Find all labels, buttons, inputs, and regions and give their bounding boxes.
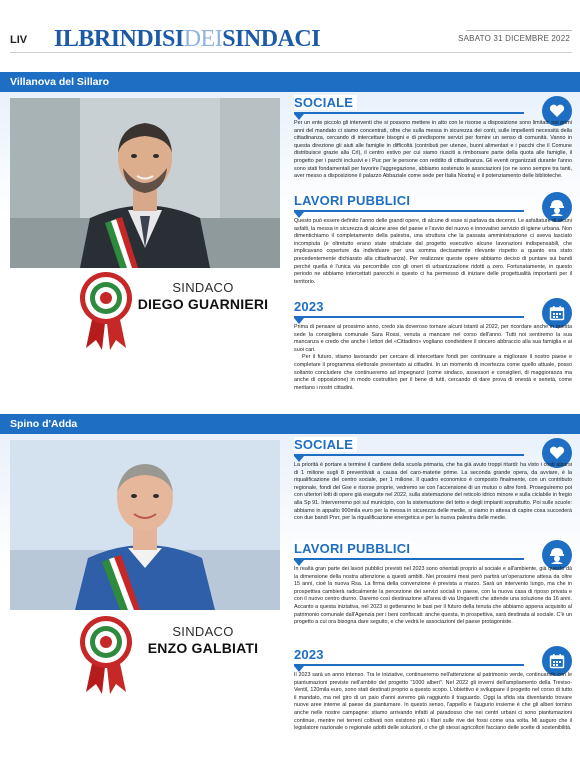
block-body xyxy=(294,120,572,181)
mayor-name: ENZO GALBIATI xyxy=(147,640,259,656)
page-number: LIV xyxy=(10,34,28,46)
article-column xyxy=(294,438,572,762)
mayor-section xyxy=(0,434,580,764)
paragraph: In realtà gran parte dei lavori pubblici previsti nel 2023 sono orientati proprio al sociale e all'ambiente, già questo dà la dimensione della nostra attenzione a questi ambiti. Nei prossimi mesi però partirà un'operazione attesa da oltre 15 anni, cioè la nuova Rsa. La firma della convenzione è prevista a marzo. Sarà un intervento lungo, ma che in prospettiva cambierà radicalmente la percezione dei servizi sociali in paese, con la nuova casa di riposo privata e con il nuovo centro diurno. Daremo così destinazione all'area di via Ungaretti che attende una soluzione da 16 anni. Accanto a questa iniziativa, nel 2023 si getteranno le basi per il futuro della tenuta che abbiamo appena acquisito al patrimonio comunale dall'Agenzia per i beni confiscati: anche questa, in prospettiva, sarà destinata al sociale. C'è un progetto a cui ora bisogna dare seguito, e che vedrà le associazioni del paese protagoniste. xyxy=(294,566,572,626)
tricolor-rosette-icon xyxy=(78,270,134,355)
block-heading xyxy=(294,648,552,664)
mayor-name: DIEGO GUARNIERI xyxy=(137,296,269,312)
town-name: Spino d'Adda xyxy=(10,418,78,430)
mayor-role: SINDACO xyxy=(172,624,234,639)
section-band-town xyxy=(0,414,580,434)
block-title: SOCIALE xyxy=(294,437,357,452)
block-heading xyxy=(294,542,552,558)
heading-rule xyxy=(294,316,524,318)
block-title: LAVORI PUBBLICI xyxy=(294,541,414,556)
title-part-3: SINDACI xyxy=(222,26,321,52)
paragraph: Prima di pensare al prossimo anno, credo sia doveroso tornare alcuni istanti al 2022, per ricordare anche in questa sede la consigliera comunale Sara Rossi, venuta a mancare nel corso dell'anno. Tutti noi sentiremo la sua mancanza e credo che anche i lettori del «Cittadino» vogliano condividere il sincero abbraccio alla sua famiglia e ai suoi cari. xyxy=(294,324,572,353)
block-title: 2023 xyxy=(294,647,328,662)
heading-rule xyxy=(294,210,524,212)
block-heading xyxy=(294,438,552,454)
mayor-portrait xyxy=(10,440,280,610)
heading-rule xyxy=(294,558,524,560)
section-band-town xyxy=(0,72,580,92)
block-heading xyxy=(294,194,552,210)
publication-title xyxy=(54,26,320,53)
paragraph: Questo può essere definito l'anno delle grandi opere, di alcune di esse si parlava da decenni. Le asfaltature di alcuni asfalti, la messa in sicurezza di alcune aree del paese e l'avvio del nuovo e innovativo servizio di igiene urbana. Non dimentichiamo il completamento della palestra, una struttura che la passata amministrazione ci aveva lasciato incompiuta (e oltretutto erano state stralciate dal progetto esecutivo alcune lavorazioni indispensabili, che implicavano coperture da individuare per una somma decisamente rilevante rispetto a quanto era stato precedentemente dichiarato alla cittadinanza). Per realizzare queste opere abbiamo deciso di puntare sui bandi perché quella è l'unica via percorribile con gli oneri di urbanizzazione ridotti a zero. Fortunatamente, in questo periodo ne abbiamo intercettati parecchi e questo ci ha permesso di iniziare delle progettualità importanti per il territorio. xyxy=(294,218,572,285)
block-body xyxy=(294,566,572,627)
block-body xyxy=(294,218,572,286)
town-name: Villanova del Sillaro xyxy=(10,76,110,88)
block-title: 2023 xyxy=(294,299,328,314)
block-title: SOCIALE xyxy=(294,95,357,110)
tricolor-rosette-icon xyxy=(78,614,134,699)
mayor-portrait xyxy=(10,98,280,268)
issue-date: SABATO 31 DICEMBRE 2022 xyxy=(458,34,570,43)
article-column xyxy=(294,96,572,400)
paragraph: Il 2023 sarà un anno intenso. Tra le iniziative, continueremo nell'attenzione al patrimonio verde, continuando con le piantumazioni previste nell'ambito del progetto "1000 alberi". Nel 2022 gli inverni dell'ampliamento della Treviso-Ventil, 120mila euro, sono stati destinati proprio a questo scopo. L'obiettivo è sviluppare il progetto nel corso di tutto il mandato, ma nel giro di un paio d'anni avremo già raggiunto il traguardo. Oggi la sfida sta diventando trovare nuove aree interne al paese da piantumare. In questo senso, l'appello e l'augurio insieme è che gli alberi tornino anche nelle nostre campagne: stiamo arrivando infatti al paradosso che nei centri urbani ci sono piantumazioni continue, mentre nei terreni coltivati non esistono più i filari sulle rive dei fossi come una volta. Mi auguro che il legislatore nazionale o regionale adotti delle soluzioni, o che gli stessi agricoltori facciano delle scelte di sostenibilità. xyxy=(294,672,572,732)
mayor-role: SINDACO xyxy=(172,280,234,295)
block-body xyxy=(294,672,572,733)
date-rule xyxy=(466,30,572,31)
title-part-2: DEI xyxy=(183,26,223,52)
block-body xyxy=(294,324,572,392)
masthead xyxy=(0,0,580,60)
paragraph: La priorità è portare a termine il cantiere della scuola primaria, che ha già avuto troppi ritardi: ha visto i costi alzarsi di 1 milione sugli 8 preventivati a causa del caro-materie prime. La seconda grande opera, da avviare, è la riqualificazione del centro sociale, per 1 milione. Il quadro economico è composto finalmente, con un contributo regionale, fondi del Gse e risorse proprie, vedremo se con l'accensione di un mutuo o altre fonti. Proseguiremo poi con ulteriori lotti di opere già eseguite nel 2022, sulla sistemazione del reticolo idrico minore e sulla ciclabile in fregio alla Sp 91. Interverremo poi sul municipio, con la sistemazione del tetto e degli impianti soprattutto. Poi sulle scuole: abbiamo in appalto 900mila euro per la messa in sicurezza delle medie, si siamo in attesa di capire cosa succederà con due bandi Pnrr, per la riqualificazione energetica e per la nuova palestra delle medie. xyxy=(294,462,572,522)
title-part-1: ILBRINDISI xyxy=(54,26,184,52)
masthead-divider xyxy=(10,52,572,53)
mayor-section xyxy=(0,92,580,402)
paragraph: Per il futuro, stiamo lavorando per cercare di intercettare fondi per continuare a migliorare il nostro paese e completare il programma elettorale presentato ai cittadini. In un momento di incertezza come quello attuale, posso soltanto concludere che continueremo ad impegnarci (come sindaco, assessori e consiglieri, di maggioranza ma anche di opposizione) in modo costruttivo per il bene di tutti, cercando di dare prova di onestà e serietà, come meritano i nostri cittadini. xyxy=(294,354,572,391)
heading-rule xyxy=(294,112,524,114)
block-heading xyxy=(294,300,552,316)
block-body xyxy=(294,462,572,523)
heading-rule xyxy=(294,664,524,666)
paragraph: Per un ente piccolo gli interventi che si possono mettere in atto con le risorse a disposizione sono limitati: nei primi anni del mandato ci siamo concentrati, oltre che sulla messa in sicurezza dei conti, sulle impellenti necessità della cittadinanza, cercando di intercettare bisogni e di predisporre servizi per fornire un senso di comunità. Vanno in questa direzione gli aiuti alle famiglie in difficoltà (contributi per utenze, buoni alimentari e i pacchi che il Comune distribuisce grazie alla Crl), il centro estivo per cui siamo riusciti a rimborsare parte della quota alle famiglie, il progetto per i parchi inclusivi e i Puc per le persone con reddito di cittadinanza. Gli eventi organizzati durante l'anno sono stati fondamentali per favorire l'aggregazione, abbiamo sostenuto le associazioni (ce ne sono sempre tra tanti, aver messo a disposizione il palazzo Abbaziale come sede per Italia Nostra) e il potenziamento delle biblioteche. xyxy=(294,120,572,180)
block-heading xyxy=(294,96,552,112)
heading-rule xyxy=(294,454,524,456)
block-title: LAVORI PUBBLICI xyxy=(294,193,414,208)
